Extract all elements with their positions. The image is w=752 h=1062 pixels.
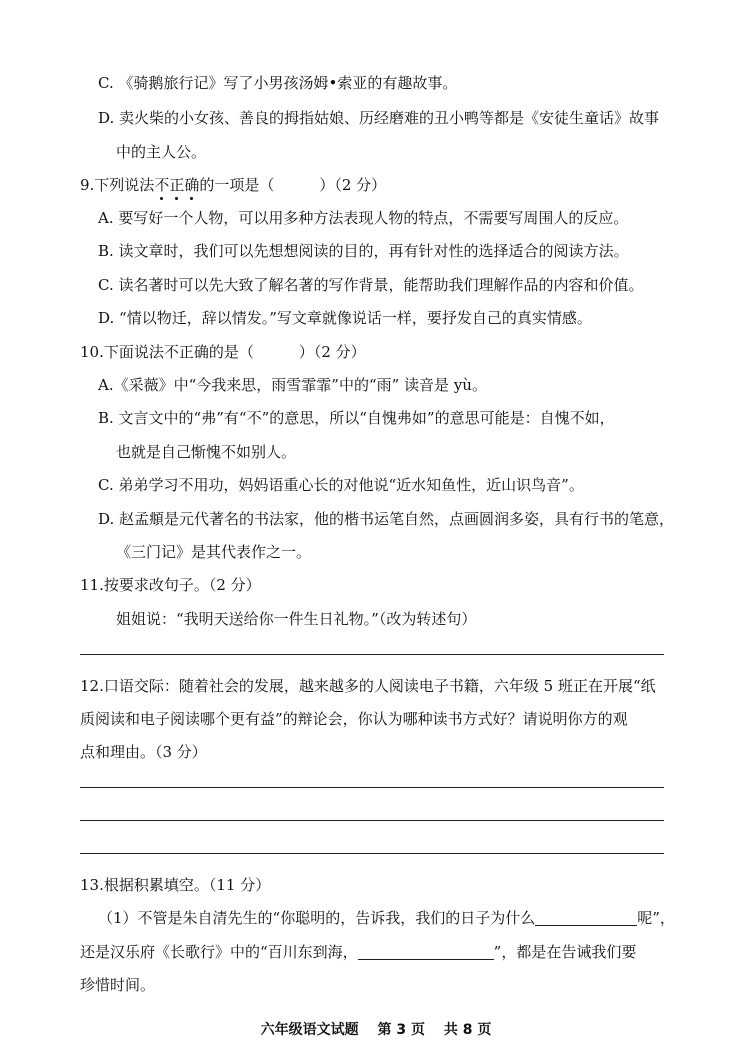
q11-stem: 11.按要求改句子。（2 分） <box>80 576 261 594</box>
q11-answer-line[interactable] <box>80 654 664 655</box>
q12-line1: 12.口语交际：随着社会的发展，越来越多的人阅读电子书籍，六年级 5 班正在开展“纸 <box>80 677 656 695</box>
q10-stem: 10.下面说法不正确的是（ ）（2 分） <box>80 343 366 361</box>
q10-option-c: C. 弟弟学习不用功，妈妈语重心长的对他说“近水知鱼性，近山识鸟音”。 <box>98 476 584 494</box>
q13-item1-line1 <box>98 908 675 928</box>
q9-stem-prefix: 9.下列说法 <box>80 176 155 194</box>
q13-blank-2[interactable] <box>358 943 494 960</box>
q13-stem: 13.根据积累填空。（11 分） <box>80 876 271 894</box>
q13-item1-line2 <box>80 942 636 962</box>
q10-option-b-line2: 也就是自己惭愧不如别人。 <box>116 443 297 461</box>
q10-option-d-line2: 《三门记》是其代表作之一。 <box>116 543 312 561</box>
q12-line3: 点和理由。（3 分） <box>80 743 207 761</box>
q13-item1-text-d: ”，都是在告诫我们要 <box>493 943 637 961</box>
q11-sentence: 姐姐说：“我明天送给你一件生日礼物。”（改为转述句） <box>116 610 477 628</box>
q13-item1-text-a: （1）不管是朱自清先生的“你聪明的，告诉我，我们的日子为什么 <box>98 909 536 927</box>
q10-option-a: A.《采薇》中“今我来思，雨雪霏霏”中的“雨” 读音是 yù。 <box>98 376 487 394</box>
footer-title: 六年级语文试题 <box>260 1022 359 1038</box>
q13-item1-text-c: 还是汉乐府《长歌行》中的“百川东到海， <box>80 943 358 961</box>
q10-option-b-line1: B. 文言文中的“弗”有“不”的意思，所以“自愧弗如”的意思可能是：自愧不如， <box>98 409 615 427</box>
q12-line2: 质阅读和电子阅读哪个更有益”的辩论会，你认为哪种读书方式好？请说明你方的观 <box>80 710 628 728</box>
footer-total-pages: 共 8 页 <box>443 1022 492 1038</box>
page-footer <box>0 1019 752 1039</box>
q12-answer-line-3[interactable] <box>80 853 664 854</box>
q9-option-a: A. 要写好一个人物，可以用多种方法表现人物的特点，不需要写周围人的反应。 <box>98 209 629 227</box>
q9-option-d: D. “情以物迁，辞以情发。”写文章就像说话一样，要抒发自己的真实情感。 <box>98 309 592 327</box>
q9-emph-char-3: 确 <box>184 176 200 194</box>
q10-option-d-line1: D. 赵孟頫是元代著名的书法家，他的楷书运笔自然，点画圆润多姿，具有行书的笔意， <box>98 510 675 528</box>
q13-item1-text-b: 呢”， <box>637 909 675 927</box>
q9-emph-char-1: 不 <box>154 176 170 194</box>
q9-option-b: B. 读文章时，我们可以先想想阅读的目的，再有针对性的选择适合的阅读方法。 <box>98 242 629 260</box>
q8-option-d-line2: 中的主人公。 <box>116 143 207 161</box>
q9-emph-char-2: 正 <box>169 176 185 194</box>
q8-option-c: C. 《骑鹅旅行记》写了小男孩汤姆•索亚的有趣故事。 <box>98 74 458 92</box>
q9-stem <box>80 175 386 195</box>
q12-answer-line-1[interactable] <box>80 787 664 788</box>
q12-answer-line-2[interactable] <box>80 820 664 821</box>
q9-stem-suffix: 的一项是（ ）（2 分） <box>199 176 387 194</box>
q9-option-c: C. 读名著时可以先大致了解名著的写作背景，能帮助我们理解作品的内容和价值。 <box>98 276 644 294</box>
footer-page-number: 第 3 页 <box>377 1022 425 1038</box>
q13-blank-1[interactable] <box>535 909 637 926</box>
q8-option-d-line1: D. 卖火柴的小女孩、善良的拇指姑娘、历经磨难的丑小鸭等都是《安徒生童话》故事 <box>98 109 660 127</box>
q13-item1-line3: 珍惜时间。 <box>80 976 156 994</box>
